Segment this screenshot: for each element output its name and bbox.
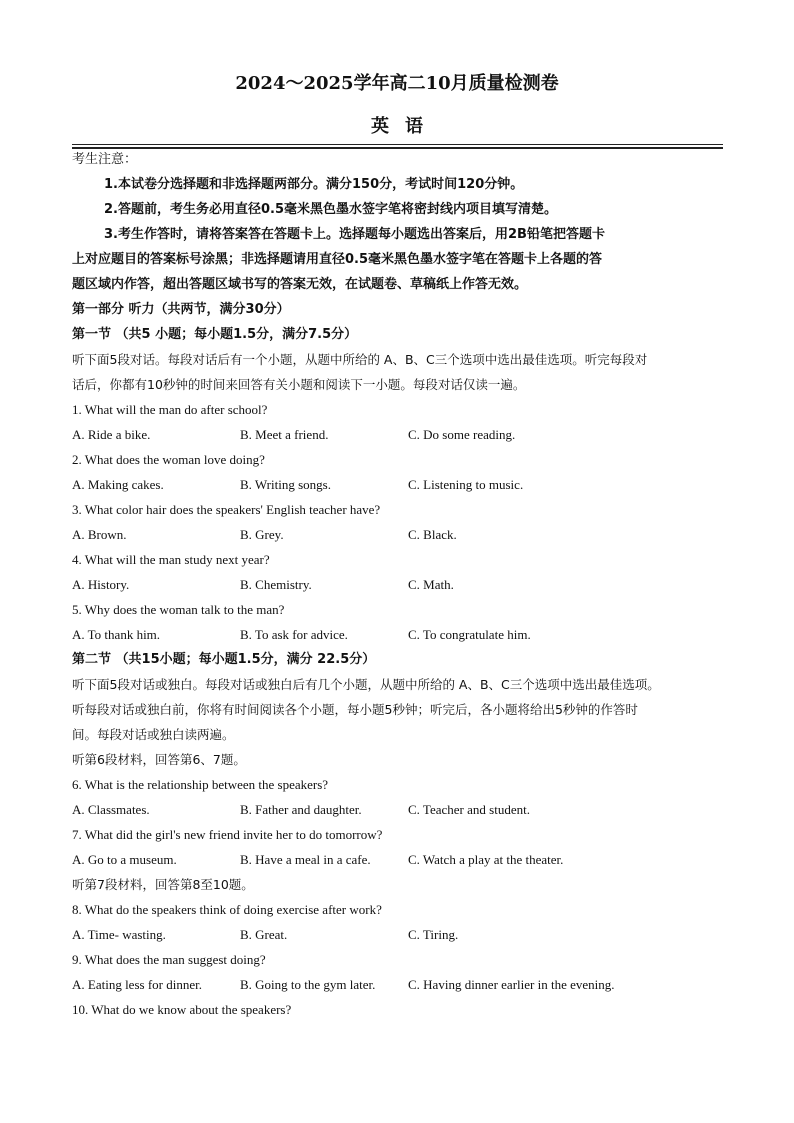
question-1-option-b: B. Meet a friend. bbox=[240, 427, 329, 442]
question-7-option-c: C. Watch a play at the theater. bbox=[408, 852, 564, 867]
question-9: 9. What does the man suggest doing? bbox=[72, 952, 266, 967]
notice-item-2: 2.答题前，考生务必用直径0.5毫米黑色墨水签字笔将密封线内项目填写清楚。 bbox=[104, 202, 558, 217]
question-8: 8. What do the speakers think of doing exercise after work? bbox=[72, 902, 382, 917]
question-3-option-c: C. Black. bbox=[408, 527, 457, 542]
section2-instructions-line-1: 听下面5段对话或独白。每段对话或独白后有几个小题，从题中所给的 A、B、C三个选项中选出最佳选项。 bbox=[72, 677, 660, 692]
section1-instructions-line-1: 听下面5段对话。每段对话后有一个小题，从题中所给的 A、B、C三个选项中选出最佳选项。听完每段对 bbox=[72, 352, 648, 367]
part1-heading: 第一部分 听力（共两节，满分30分） bbox=[72, 302, 290, 317]
question-10: 10. What do we know about the speakers? bbox=[72, 1002, 292, 1017]
question-5-option-c: C. To congratulate him. bbox=[408, 627, 531, 642]
question-7: 7. What did the girl's new friend invite her to do tomorrow? bbox=[72, 827, 383, 842]
question-6: 6. What is the relationship between the speakers? bbox=[72, 777, 329, 792]
question-4-option-b: B. Chemistry. bbox=[240, 577, 312, 592]
exam-title: 2024～2025学年高二10月质量检测卷 bbox=[235, 73, 559, 94]
question-7-option-b: B. Have a meal in a cafe. bbox=[240, 852, 371, 867]
section2-heading: 第二节 （共15小题；每小题1.5分，满分 22.5分） bbox=[72, 652, 376, 667]
question-6-option-a: A. Classmates. bbox=[72, 802, 150, 817]
header-rule-thin bbox=[72, 144, 723, 145]
question-3-option-b: B. Grey. bbox=[240, 527, 284, 542]
question-1: 1. What will the man do after school? bbox=[72, 402, 268, 417]
question-2-option-a: A. Making cakes. bbox=[72, 477, 164, 492]
section1-instructions-line-2: 话后，你都有10秒钟的时间来回答有关小题和阅读下一小题。每段对话仅读一遍。 bbox=[72, 377, 526, 392]
question-4-option-a: A. History. bbox=[72, 577, 130, 592]
subject-title: 英语 bbox=[371, 116, 439, 137]
question-2: 2. What does the woman love doing? bbox=[72, 452, 265, 467]
section2-instructions-line-3: 间。每段对话或独白读两遍。 bbox=[72, 727, 235, 742]
section2-instructions-line-2: 听每段对话或独白前，你将有时间阅读各个小题，每小题5秒钟；听完后，各小题将给出5秒钟的作答时 bbox=[72, 702, 638, 717]
question-1-option-a: A. Ride a bike. bbox=[72, 427, 151, 442]
question-8-option-b: B. Great. bbox=[240, 927, 288, 942]
question-5: 5. Why does the woman talk to the man? bbox=[72, 602, 285, 617]
question-4-option-c: C. Math. bbox=[408, 577, 454, 592]
question-6-option-b: B. Father and daughter. bbox=[240, 802, 362, 817]
section1-heading: 第一节 （共5 小题；每小题1.5分，满分7.5分） bbox=[72, 327, 358, 342]
notice-item-1: 1.本试卷分选择题和非选择题两部分。满分150分，考试时间120分钟。 bbox=[104, 177, 524, 192]
material-7-note: 听第7段材料，回答第8至10题。 bbox=[72, 877, 254, 892]
question-3-option-a: A. Brown. bbox=[72, 527, 127, 542]
question-1-option-c: C. Do some reading. bbox=[408, 427, 516, 442]
question-7-option-a: A. Go to a museum. bbox=[72, 852, 177, 867]
question-5-option-b: B. To ask for advice. bbox=[240, 627, 348, 642]
question-4: 4. What will the man study next year? bbox=[72, 552, 270, 567]
question-6-option-c: C. Teacher and student. bbox=[408, 802, 530, 817]
question-3: 3. What color hair does the speakers' English teacher have? bbox=[72, 502, 381, 517]
question-2-option-c: C. Listening to music. bbox=[408, 477, 524, 492]
notice-item-3-line-2: 上对应题目的答案标号涂黑；非选择题请用直径0.5毫米黑色墨水签字笔在答题卡上各题的答 bbox=[72, 252, 603, 267]
question-8-option-a: A. Time- wasting. bbox=[72, 927, 166, 942]
material-6-note: 听第6段材料，回答第6、7题。 bbox=[72, 752, 246, 767]
question-9-option-c: C. Having dinner earlier in the evening. bbox=[408, 977, 615, 992]
question-5-option-a: A. To thank him. bbox=[72, 627, 161, 642]
question-9-option-b: B. Going to the gym later. bbox=[240, 977, 376, 992]
notice-heading: 考生注意： bbox=[72, 152, 138, 167]
notice-item-3-line-3: 题区域内作答，超出答题区域书写的答案无效，在试题卷、草稿纸上作答无效。 bbox=[72, 277, 528, 292]
question-8-option-c: C. Tiring. bbox=[408, 927, 459, 942]
question-9-option-a: A. Eating less for dinner. bbox=[72, 977, 202, 992]
header-rule-thick bbox=[72, 147, 723, 149]
question-2-option-b: B. Writing songs. bbox=[240, 477, 331, 492]
notice-item-3-line-1: 3.考生作答时，请将答案答在答题卡上。选择题每小题选出答案后，用2B铅笔把答题卡 bbox=[104, 227, 605, 242]
